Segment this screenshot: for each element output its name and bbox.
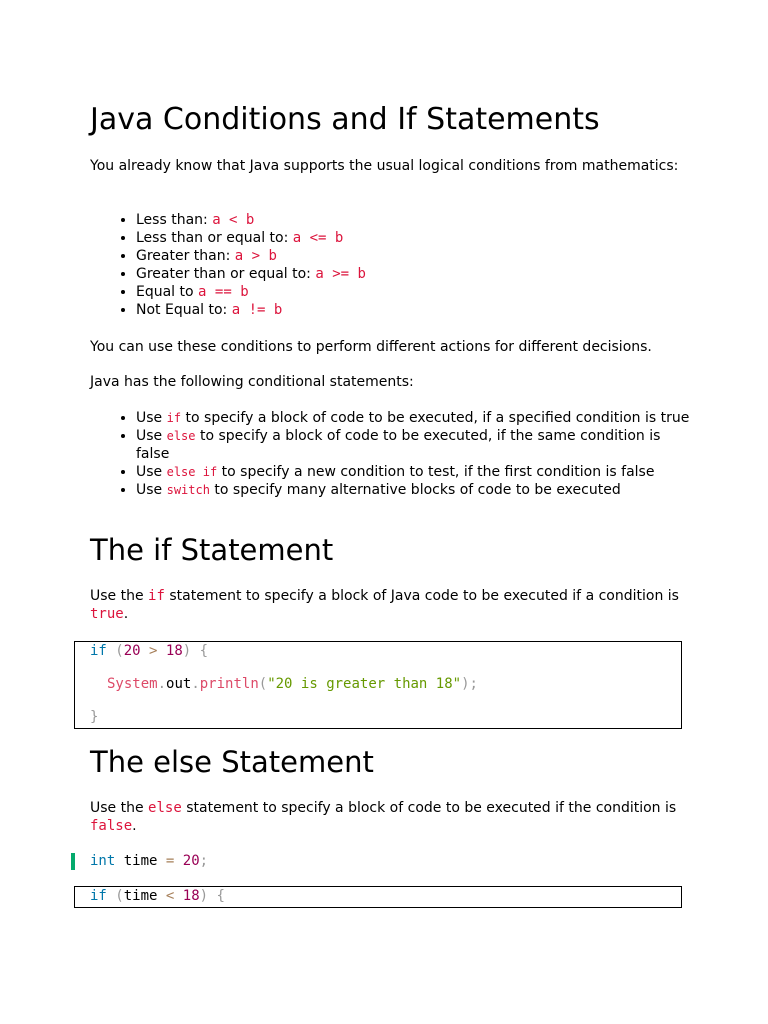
else-section-heading: The else Statement bbox=[90, 745, 374, 779]
list-item: • Equal to a == b bbox=[136, 283, 696, 301]
list-item: • Use if to specify a block of code to be executed, if a specified condition is true bbox=[136, 409, 696, 427]
inline-code: switch bbox=[166, 483, 210, 497]
conditions-list bbox=[90, 211, 696, 319]
inline-code: if bbox=[166, 411, 182, 425]
code-line: if (20 > 18) { bbox=[90, 643, 209, 659]
inline-code: else bbox=[148, 800, 182, 816]
list-item: • Use else to specify a block of code to be executed, if the same condition is false bbox=[136, 427, 696, 463]
statements-list bbox=[90, 409, 696, 499]
inline-code: a == b bbox=[198, 284, 249, 300]
if-section-paragraph: Use the if statement to specify a block of Java code to be executed if a condition is true. bbox=[90, 588, 679, 622]
else-section-paragraph: Use the else statement to specify a block of code to be executed if the condition is false. bbox=[90, 800, 677, 834]
code-line: int time = 20; bbox=[90, 853, 209, 869]
code-accent-bar bbox=[71, 853, 75, 870]
if-section-heading: The if Statement bbox=[90, 533, 334, 567]
list-item: • Not Equal to: a != b bbox=[136, 301, 696, 319]
intro-paragraph: You already know that Java supports the usual logical conditions from mathematics: bbox=[90, 158, 679, 174]
usage-paragraph: You can use these conditions to perform different actions for different decisions. bbox=[90, 339, 652, 355]
code-line: } bbox=[90, 709, 99, 725]
inline-code: false bbox=[90, 818, 133, 834]
page-title: Java Conditions and If Statements bbox=[90, 102, 600, 137]
code-line: if (time < 18) { bbox=[90, 888, 225, 904]
inline-code: a > b bbox=[234, 248, 277, 264]
list-item: • Use else if to specify a new condition to test, if the first condition is false bbox=[136, 463, 696, 481]
inline-code: a <= b bbox=[292, 230, 344, 246]
inline-code: a >= b bbox=[315, 266, 366, 282]
inline-code: else bbox=[166, 429, 196, 443]
inline-code: a != b bbox=[231, 302, 283, 318]
list-item: • Less than or equal to: a <= b bbox=[136, 229, 696, 247]
inline-code: if bbox=[148, 588, 165, 604]
list-item: • Less than: a < b bbox=[136, 211, 696, 229]
inline-code: else if bbox=[166, 465, 218, 479]
list-item: • Use switch to specify many alternative blocks of code to be executed bbox=[136, 481, 696, 499]
list-item: • Greater than or equal to: a >= b bbox=[136, 265, 696, 283]
statements-intro: Java has the following conditional statements: bbox=[90, 374, 414, 390]
list-item: • Greater than: a > b bbox=[136, 247, 696, 265]
inline-code: a < b bbox=[212, 212, 255, 228]
inline-code: true bbox=[90, 606, 124, 622]
code-line: System.out.println("20 is greater than 18"); bbox=[107, 676, 478, 692]
